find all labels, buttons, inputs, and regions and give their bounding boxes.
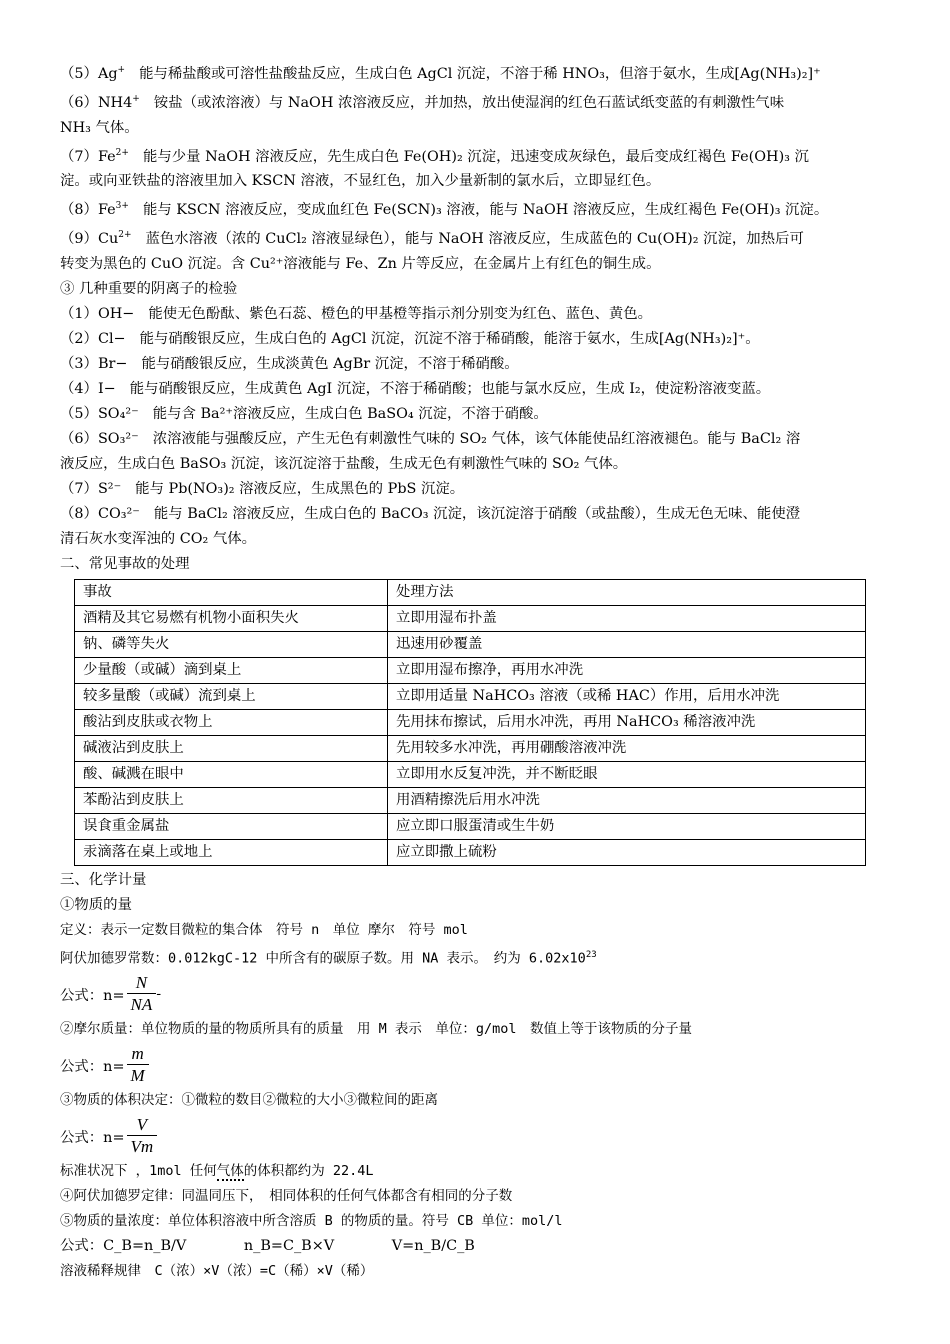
formula-n-from-N — [60, 971, 895, 1017]
formula-label: 公式：n= — [60, 987, 125, 1004]
table-cell-method: 应立即口服蛋清或生牛奶 — [388, 813, 866, 839]
ion-symbol: Fe — [97, 148, 116, 165]
item-text: 能与硝酸银反应，生成淡黄色 AgBr 沉淀，不溶于稀硝酸。 — [141, 355, 519, 372]
cation-list — [60, 58, 895, 277]
item-number: （6） — [60, 430, 98, 447]
item-number: （2） — [60, 330, 98, 347]
item-text: 铵盐（或浓溶液）与 NaOH 浓溶液反应，并加热，放出使湿润的红色石蓝试纸变蓝的有刺激性气味 — [153, 94, 785, 111]
table-cell-accident: 少量酸（或碱）滴到桌上 — [75, 657, 388, 683]
item-text: 能与 BaCl₂ 溶液反应，生成白色的 BaCO₃ 沉淀，该沉淀溶于硝酸（或盐酸），生成无色无味、能使澄 — [153, 505, 801, 522]
denominator: NA — [127, 993, 157, 1016]
ion-charge: + — [132, 93, 140, 104]
ion-charge: 2+ — [115, 147, 129, 158]
numerator: V — [136, 1114, 148, 1134]
dilution-rule-text: 溶液稀释规律 C（浓）×V（浓）=C（稀）×V（稀） — [60, 1263, 374, 1280]
anion-list — [60, 302, 895, 552]
table-row — [75, 605, 866, 631]
ion-symbol: I− — [97, 380, 116, 397]
anion-item-i — [60, 377, 895, 402]
item-text: 能与少量 NaOH 溶液反应，先生成白色 Fe(OH)₂ 沉淀，迅速变成灰绿色，最后变成红褐色 Fe(OH)₃ 沉 — [142, 148, 809, 165]
item-text-continued: NH₃ 气体。 — [60, 119, 139, 136]
ion-charge: 2+ — [118, 230, 132, 241]
table-cell-accident: 较多量酸（或碱）流到桌上 — [75, 683, 388, 709]
concentration-formula: 公式：C_B=n_B/V n_B=C_B×V V=n_B/C_B — [60, 1238, 475, 1255]
anion-item-so3 — [60, 427, 895, 452]
formula-tail: - — [156, 986, 162, 1003]
table-row — [75, 709, 866, 735]
item-text-continued: 转变为黑色的 CuO 沉淀。含 Cu²⁺溶液能与 Fe、Zn 片等反应，在金属片上有红色的铜生成。 — [60, 255, 661, 272]
item-text: 能与 KSCN 溶液反应，变成血红色 Fe(SCN)₃ 溶液，能与 NaOH 溶液反应，生成红褐色 Fe(OH)₃ 沉淀。 — [142, 202, 829, 219]
item-number: （8） — [60, 505, 98, 522]
item-text: 蓝色水溶液（浓的 CuCl₂ 溶液显绿色），能与 NaOH 溶液反应，生成蓝色的 Cu(OH)₂ 沉淀，加热后可 — [145, 230, 804, 247]
table-cell-method: 立即用湿布擦净，再用水冲洗 — [388, 657, 866, 683]
item-text: 能与含 Ba²⁺溶液反应，生成白色 BaSO₄ 沉淀，不溶于硝酸。 — [152, 405, 548, 422]
std-text-c: 的体积都约为 22.4L — [243, 1163, 374, 1180]
table-cell-accident: 酸、碱溅在眼中 — [75, 761, 388, 787]
volume-factors-text: ③物质的体积决定：①微粒的数目②微粒的大小③微粒间的距离 — [60, 1092, 438, 1109]
item-text-continued: 清石灰水变浑浊的 CO₂ 气体。 — [60, 530, 257, 547]
table-row — [75, 761, 866, 787]
ion-symbol: Br− — [97, 355, 128, 372]
formula-n-from-m — [60, 1042, 895, 1088]
ion-symbol: SO₃²⁻ — [97, 430, 139, 447]
item-number: （8） — [60, 202, 98, 219]
table-header-cell: 处理方法 — [388, 579, 866, 605]
table-cell-accident: 苯酚沾到皮肤上 — [75, 787, 388, 813]
item-number: （7） — [60, 480, 98, 497]
ion-symbol: S²⁻ — [97, 480, 122, 497]
cation-item-fe3 — [60, 194, 895, 223]
item-number: （7） — [60, 148, 98, 165]
anion-item-cl — [60, 327, 895, 352]
table-cell-method: 立即用水反复冲洗，并不断眨眼 — [388, 761, 866, 787]
cation-item-fe2 — [60, 141, 895, 170]
table-row — [75, 735, 866, 761]
item-text-continued: 液反应，生成白色 BaSO₃ 沉淀，该沉淀溶于盐酸，生成无色有刺激性气味的 SO₂ 气体。 — [60, 455, 628, 472]
table-row — [75, 683, 866, 709]
table-cell-method: 先用抹布擦试，后用水冲洗，再用 NaHCO₃ 稀溶液冲洗 — [388, 709, 866, 735]
ion-symbol: CO₃²⁻ — [97, 505, 140, 522]
document-page — [60, 58, 895, 1284]
fraction — [127, 973, 157, 1016]
table-header-cell: 事故 — [75, 579, 388, 605]
denominator: M — [127, 1064, 149, 1087]
fraction — [127, 1115, 158, 1158]
molar-mass-text: ②摩尔质量：单位物质的量的物质所具有的质量 用 M 表示 单位：g/mol 数值上等于该物质的分子量 — [60, 1021, 693, 1038]
item-number: （9） — [60, 230, 98, 247]
table-cell-accident: 酒精及其它易燃有机物小面积失火 — [75, 605, 388, 631]
concentration-text: ⑤物质的量浓度：单位体积溶液中所含溶质 B 的物质的量。符号 CB 单位：mol/l — [60, 1213, 563, 1230]
ion-symbol: Ag — [97, 65, 118, 82]
std-text-gas: 气体 — [216, 1163, 244, 1180]
item-number: （3） — [60, 355, 98, 372]
accident-table — [74, 579, 866, 866]
subsection-amount-of-substance: ①物质的量 — [60, 896, 132, 913]
anion-heading: ③ 几种重要的阴离子的检验 — [60, 280, 238, 297]
table-row — [75, 813, 866, 839]
item-text-continued: 淀。或向亚铁盐的溶液里加入 KSCN 溶液，不显红色，加入少量新制的氯水后，立即显红色。 — [60, 173, 661, 190]
ion-symbol: Fe — [97, 202, 116, 219]
ion-symbol: SO₄²⁻ — [97, 405, 139, 422]
definition-text: 定义：表示一定数目微粒的集合体 符号 n 单位 摩尔 符号 mol — [60, 921, 468, 938]
fraction — [127, 1044, 149, 1087]
cation-item-cu — [60, 223, 895, 252]
cation-item-ag — [60, 58, 895, 87]
ion-charge: + — [117, 65, 126, 75]
table-cell-method: 用酒精擦洗后用水冲洗 — [388, 787, 866, 813]
item-text: 浓溶液能与强酸反应，产生无色有刺激性气味的 SO₂ 气体，该气体能使品红溶液褪色。能与 BaCl₂ 溶 — [152, 430, 801, 447]
formula-n-from-V — [60, 1113, 895, 1159]
ion-charge: 3+ — [115, 201, 129, 212]
table-cell-method: 立即用湿布扑盖 — [388, 605, 866, 631]
ion-symbol: NH4 — [97, 94, 133, 111]
table-cell-method: 迅速用砂覆盖 — [388, 631, 866, 657]
table-row — [75, 787, 866, 813]
table-cell-accident: 钠、磷等失火 — [75, 631, 388, 657]
table-header-row — [75, 579, 866, 605]
cation-item-nh4 — [60, 87, 895, 116]
numerator: m — [131, 1043, 144, 1063]
item-text: 能与稀盐酸或可溶性盐酸盐反应，生成白色 AgCl 沉淀，不溶于稀 HNO₃，但溶于氨水，生成[Ag(NH₃)₂]⁺ — [139, 65, 821, 82]
section-title-chemical-measurement: 三、化学计量 — [60, 871, 147, 888]
item-text: 能与硝酸银反应，生成黄色 AgI 沉淀，不溶于稀硝酸；也能与氯水反应，生成 I₂，使淀粉溶液变蓝。 — [129, 380, 771, 397]
avogadro-text: 阿伏加德罗常数：0.012kgC-12 中所含有的碳原子数。用 NA 表示。 约为 6.02x10 — [60, 950, 586, 967]
table-row — [75, 657, 866, 683]
item-number: （6） — [60, 94, 98, 111]
ion-symbol: Cu — [97, 230, 119, 247]
table-cell-method: 立即用适量 NaHCO₃ 溶液（或稀 HAC）作用，后用水冲洗 — [388, 683, 866, 709]
item-number: （5） — [60, 65, 98, 82]
formula-label: 公式：n= — [60, 1129, 125, 1146]
ion-symbol: OH− — [97, 305, 135, 322]
avogadro-law-text: ④阿伏加德罗定律：同温同压下， 相同体积的任何气体都含有相同的分子数 — [60, 1188, 513, 1205]
table-cell-accident: 误食重金属盐 — [75, 813, 388, 839]
section-title-accidents: 二、常见事故的处理 — [60, 555, 190, 572]
exponent: 23 — [585, 949, 597, 960]
standard-condition-text — [60, 1159, 895, 1184]
item-number: （1） — [60, 305, 98, 322]
table-row — [75, 839, 866, 865]
numerator: N — [135, 972, 148, 992]
std-text-a: 标准状况下 ，1mol 任何 — [60, 1163, 217, 1180]
formula-label: 公式：n= — [60, 1058, 125, 1075]
table-cell-accident: 酸沾到皮肤或衣物上 — [75, 709, 388, 735]
table-cell-accident: 汞滴落在桌上或地上 — [75, 839, 388, 865]
item-text: 能与硝酸银反应，生成白色的 AgCl 沉淀，沉淀不溶于稀硝酸，能溶于氨水，生成[Ag(NH₃)₂]⁺。 — [139, 330, 760, 347]
table-row — [75, 631, 866, 657]
anion-item-s — [60, 477, 895, 502]
ion-symbol: Cl− — [97, 330, 126, 347]
anion-item-so4 — [60, 402, 895, 427]
denominator: Vm — [127, 1135, 158, 1158]
item-number: （5） — [60, 405, 98, 422]
item-number: （4） — [60, 380, 98, 397]
anion-item-br — [60, 352, 895, 377]
table-cell-accident: 碱液沾到皮肤上 — [75, 735, 388, 761]
table-cell-method: 应立即撒上硫粉 — [388, 839, 866, 865]
anion-item-co3 — [60, 502, 895, 527]
table-cell-method: 先用较多水冲洗，再用硼酸溶液冲洗 — [388, 735, 866, 761]
item-text: 能使无色酚酞、紫色石蕊、橙色的甲基橙等指示剂分别变为红色、蓝色、黄色。 — [148, 305, 653, 322]
avogadro-constant-text — [60, 943, 895, 972]
anion-item-oh — [60, 302, 895, 327]
item-text: 能与 Pb(NO₃)₂ 溶液反应，生成黑色的 PbS 沉淀。 — [135, 480, 465, 497]
